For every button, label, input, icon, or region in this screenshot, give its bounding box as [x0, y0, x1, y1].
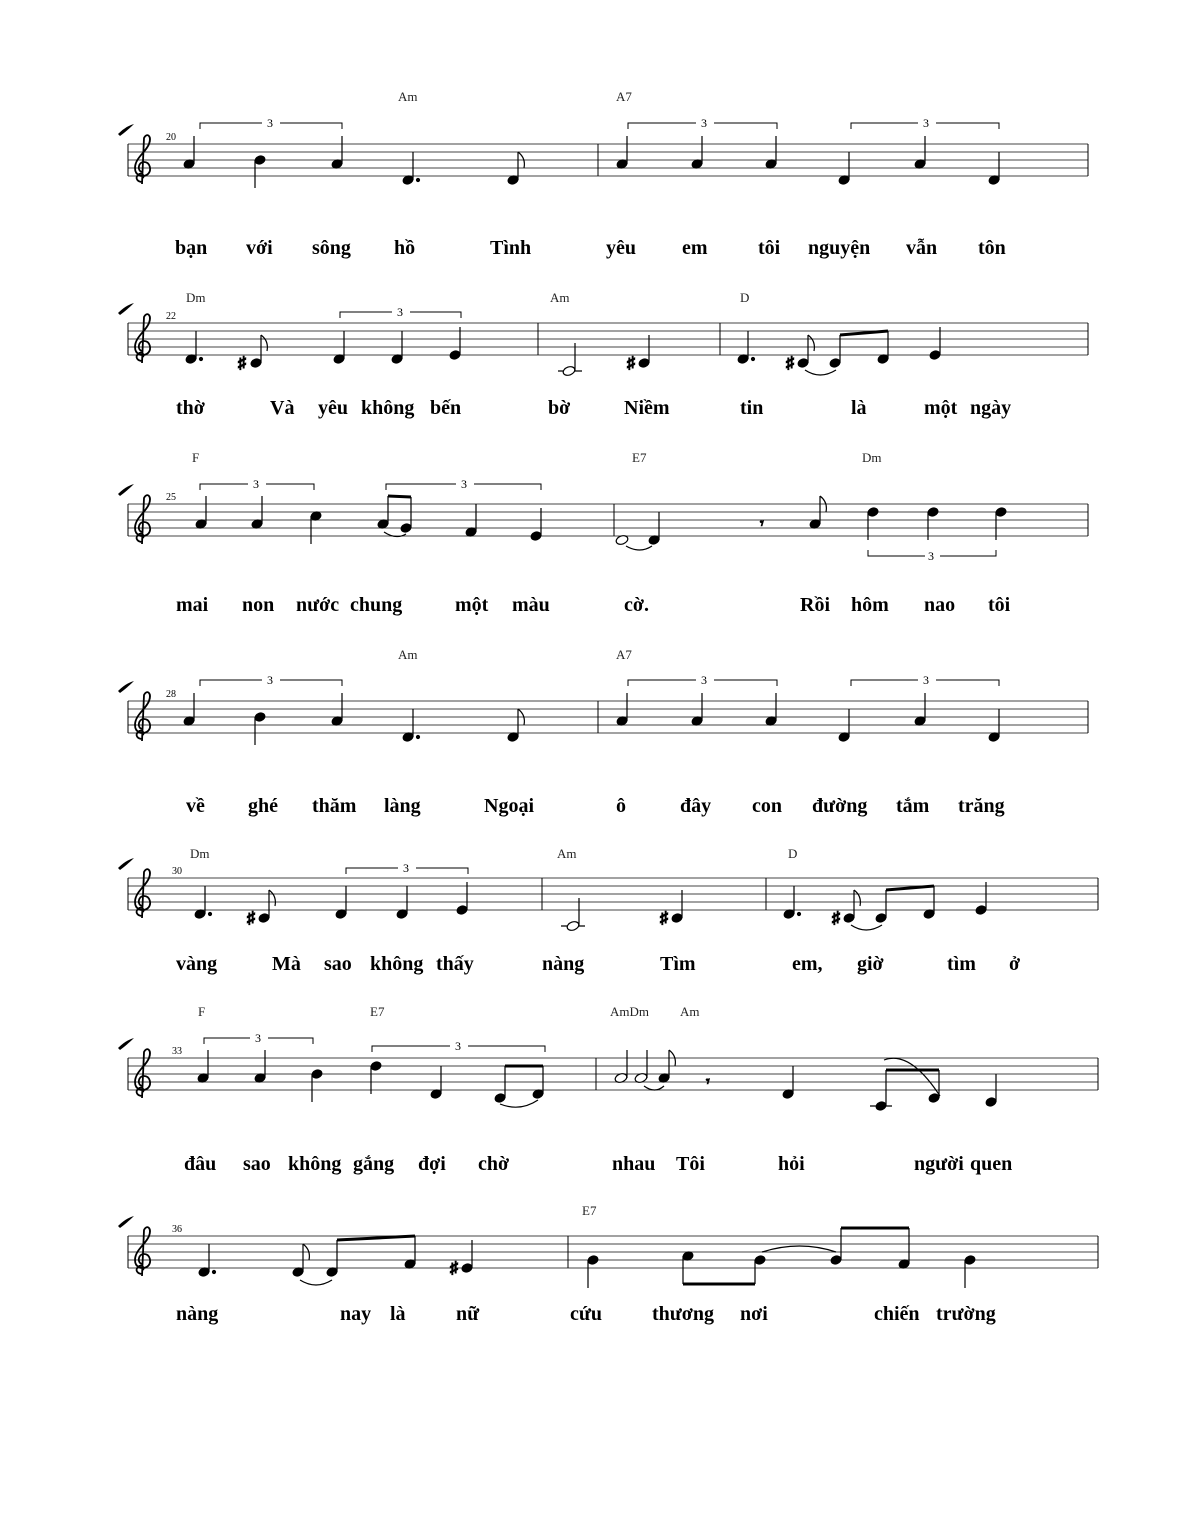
lyric-syllable: trăng: [958, 795, 1005, 817]
chord-symbol: A7: [616, 647, 632, 662]
tuplet-bracket: [346, 861, 468, 875]
lyric-syllable: không: [288, 1153, 342, 1175]
lyric-syllable: đâu: [184, 1153, 217, 1175]
measure-number: 20: [166, 132, 176, 143]
notes: [197, 1050, 997, 1111]
lyric-syllable: Rồi: [800, 594, 830, 616]
chord-symbol: D: [788, 846, 798, 861]
lyric-syllable: Niềm: [624, 397, 670, 419]
svg-text:𝄾: 𝄾: [706, 1075, 710, 1090]
lyric-syllable: nao: [924, 594, 956, 616]
svg-text:♯: ♯: [832, 910, 840, 927]
chord-symbol: Am: [557, 846, 577, 861]
lyric-syllable: Tìm: [660, 953, 696, 975]
lyric-syllable: vàng: [176, 953, 218, 975]
tuplet-bracket: [200, 116, 342, 130]
lyric-syllable: yêu: [318, 397, 348, 419]
lyric-syllable: con: [752, 795, 782, 817]
lyric-syllable: nước: [296, 594, 340, 616]
lyric-syllable: hỏi: [778, 1153, 805, 1175]
lyric-syllable: hồ: [394, 237, 416, 259]
tuplet-bracket: [204, 1031, 313, 1045]
tuplet-bracket: [628, 116, 777, 130]
notes: [198, 1228, 976, 1288]
tuplet-bracket: [868, 549, 996, 563]
lyric-syllable: trường: [936, 1303, 996, 1325]
breath-mark-icon: [118, 681, 134, 693]
lyric-syllable: sao: [324, 953, 352, 975]
breath-mark-icon: [118, 858, 134, 870]
svg-text:♯: ♯: [450, 1260, 458, 1277]
svg-text:3: 3: [701, 116, 707, 130]
lyric-syllable: non: [242, 594, 275, 616]
chord-symbol: F: [198, 1004, 206, 1019]
lyric-syllable: màu: [512, 594, 550, 616]
lyric-syllable: đây: [680, 795, 712, 817]
svg-text:♯: ♯: [786, 355, 794, 372]
lyric-syllable: không: [361, 397, 415, 419]
staff-lines: [128, 144, 1088, 176]
lyric-syllable: nay: [340, 1303, 372, 1325]
lyric-syllable: Tôi: [676, 1153, 705, 1175]
lyric-syllable: thấy: [436, 953, 474, 975]
lyric-syllable: tôi: [758, 237, 781, 259]
lyric-syllable: nguyện: [808, 237, 871, 259]
lyric-syllable: không: [370, 953, 424, 975]
chord-symbol: E7: [370, 1004, 385, 1019]
svg-text:♯: ♯: [247, 910, 255, 927]
measure-number: 36: [172, 1224, 182, 1235]
lyric-syllable: cờ.: [624, 594, 649, 616]
chord-symbol: AmDm: [610, 1004, 649, 1019]
lyric-syllable: tôn: [978, 237, 1006, 259]
svg-text:3: 3: [455, 1039, 461, 1053]
system-3: [118, 450, 1088, 616]
notes: [194, 882, 987, 932]
lyrics-line: [176, 397, 1011, 419]
lyric-syllable: ngày: [970, 397, 1012, 419]
chord-symbol: F: [192, 450, 200, 465]
lyric-syllable: về: [186, 795, 205, 817]
tuplet-bracket: [372, 1039, 545, 1053]
lyric-syllable: ô: [616, 795, 626, 817]
svg-text:3: 3: [267, 673, 273, 687]
lyric-syllable: làng: [384, 795, 421, 817]
lyrics-line: [175, 237, 1006, 259]
measure-number: 22: [166, 311, 176, 322]
lyrics-line: [176, 594, 1011, 616]
measure-number: 30: [172, 866, 182, 877]
breath-mark-icon: [118, 1038, 134, 1050]
svg-text:3: 3: [403, 861, 409, 875]
lyric-syllable: chung: [350, 594, 403, 616]
breath-mark-icon: [118, 1216, 134, 1228]
lyric-syllable: ghé: [248, 795, 278, 817]
lyric-syllable: tôi: [988, 594, 1011, 616]
tuplet-bracket: [386, 477, 541, 491]
lyric-syllable: sao: [243, 1153, 271, 1175]
system-4: [118, 647, 1088, 817]
lyric-syllable: thờ: [176, 397, 205, 419]
tuplet-bracket: [851, 673, 999, 687]
lyric-syllable: người: [914, 1153, 964, 1175]
lyric-syllable: ở: [1009, 953, 1021, 975]
svg-text:3: 3: [923, 673, 929, 687]
chord-symbol: Am: [398, 89, 418, 104]
staff-lines: [128, 504, 1088, 536]
tuplet-bracket: [200, 673, 342, 687]
chord-symbol: Dm: [190, 846, 210, 861]
tuplet-bracket: [628, 673, 777, 687]
svg-text:3: 3: [253, 477, 259, 491]
chord-symbol: D: [740, 290, 750, 305]
lyric-syllable: bờ: [548, 397, 571, 419]
breath-mark-icon: [118, 484, 134, 496]
svg-text:3: 3: [255, 1031, 261, 1045]
lyric-syllable: em: [682, 237, 708, 259]
staff-lines: [128, 1058, 1098, 1090]
svg-text:♯: ♯: [627, 355, 635, 372]
lyric-syllable: Ngoại: [484, 795, 534, 817]
measure-number: 33: [172, 1046, 182, 1057]
chord-symbol: E7: [632, 450, 647, 465]
lyric-syllable: một: [455, 594, 489, 616]
lyrics-line: [176, 953, 1020, 975]
staff-lines: [128, 323, 1088, 355]
svg-text:3: 3: [928, 549, 934, 563]
svg-text:3: 3: [461, 477, 467, 491]
chord-symbol: A7: [616, 89, 632, 104]
lyric-syllable: giờ: [857, 953, 884, 975]
lyric-syllable: yêu: [606, 237, 636, 259]
lyric-syllable: quen: [970, 1153, 1013, 1175]
breath-mark-icon: [118, 303, 134, 315]
lyric-syllable: nơi: [740, 1303, 768, 1325]
lyrics-line: [184, 1153, 1012, 1175]
svg-text:♯: ♯: [660, 910, 668, 927]
lyric-syllable: chờ: [478, 1153, 510, 1175]
lyric-syllable: vẫn: [906, 237, 938, 259]
lyric-syllable: Mà: [272, 953, 301, 975]
lyric-syllable: đường: [812, 795, 868, 817]
lyrics-line: [186, 795, 1005, 817]
lyric-syllable: em,: [792, 953, 823, 975]
lyric-syllable: một: [924, 397, 958, 419]
tuplet-bracket: [340, 305, 461, 319]
staff-lines: [128, 701, 1088, 733]
chord-symbol: Am: [398, 647, 418, 662]
svg-text:3: 3: [267, 116, 273, 130]
lyric-syllable: bạn: [175, 237, 208, 259]
lyric-syllable: Và: [270, 397, 295, 419]
lyric-syllable: nàng: [542, 953, 585, 975]
svg-text:♯: ♯: [238, 355, 246, 372]
lyric-syllable: thương: [652, 1303, 714, 1325]
svg-text:𝄾: 𝄾: [760, 517, 764, 532]
lyric-syllable: đợi: [418, 1153, 446, 1175]
chord-symbol: Am: [550, 290, 570, 305]
lyric-syllable: là: [390, 1303, 406, 1325]
lyric-syllable: gắng: [353, 1153, 395, 1175]
lyric-syllable: là: [851, 397, 867, 419]
system-7: [118, 1203, 1098, 1325]
system-1: [118, 89, 1088, 259]
svg-text:3: 3: [923, 116, 929, 130]
tuplet-bracket: [851, 116, 999, 130]
lyric-syllable: mai: [176, 594, 209, 616]
lyrics-line: [176, 1303, 996, 1325]
lyric-syllable: bến: [430, 397, 462, 419]
lyric-syllable: nàng: [176, 1303, 219, 1325]
notes: [185, 327, 941, 377]
lyric-syllable: chiến: [874, 1303, 920, 1325]
lyric-syllable: tìm: [947, 953, 976, 975]
chord-symbol: E7: [582, 1203, 597, 1218]
staff-lines: [128, 1236, 1098, 1268]
svg-text:3: 3: [397, 305, 403, 319]
measure-number: 25: [166, 492, 176, 503]
lyric-syllable: Tình: [490, 237, 532, 259]
breath-mark-icon: [118, 124, 134, 136]
lyric-syllable: thăm: [312, 795, 357, 817]
chord-symbol: Am: [680, 1004, 700, 1019]
system-2: [118, 290, 1088, 419]
system-5: [118, 846, 1098, 975]
lyric-syllable: với: [246, 237, 273, 259]
measure-number: 28: [166, 689, 176, 700]
lyric-syllable: tắm: [896, 795, 930, 817]
lyric-syllable: cứu: [570, 1303, 603, 1325]
svg-text:3: 3: [701, 673, 707, 687]
system-6: [118, 1004, 1098, 1175]
chord-symbol: Dm: [862, 450, 882, 465]
lyric-syllable: nhau: [612, 1153, 656, 1175]
lyric-syllable: sông: [312, 237, 351, 259]
lyric-syllable: tin: [740, 397, 764, 419]
chord-symbol: Dm: [186, 290, 206, 305]
lyric-syllable: hôm: [851, 594, 889, 616]
tuplet-bracket: [200, 477, 314, 491]
lyric-syllable: nữ: [456, 1303, 480, 1325]
